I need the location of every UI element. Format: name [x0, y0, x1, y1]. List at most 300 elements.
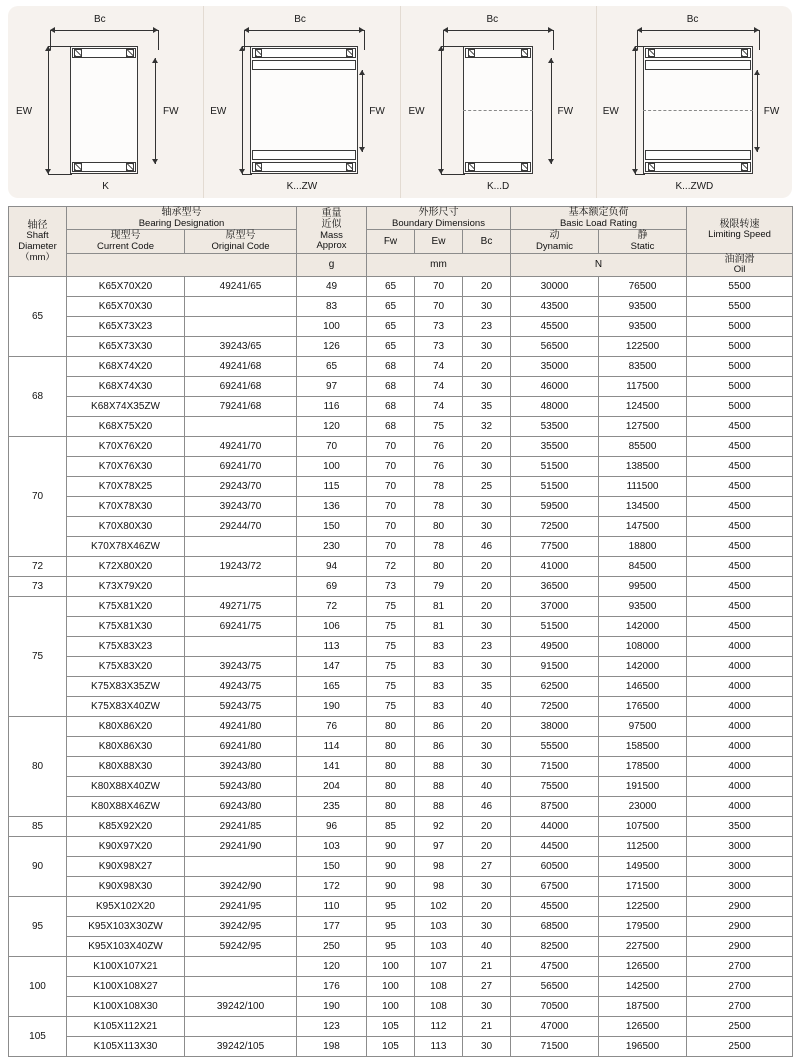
cell-shaft-diameter: 80 [9, 717, 67, 817]
header-shaft-en: Shaft [26, 230, 49, 241]
cell-fw: 90 [367, 837, 415, 857]
cell-limiting-speed: 2900 [687, 937, 793, 957]
cell-mass: 250 [297, 937, 367, 957]
cell-bc: 30 [463, 757, 511, 777]
cell-bc: 30 [463, 517, 511, 537]
cage-hatch-tl [648, 49, 655, 57]
cell-static-load: 124500 [599, 397, 687, 417]
dim-label-bc: Bc [486, 14, 499, 25]
cell-dynamic-load: 49500 [511, 637, 599, 657]
header-shaft-diameter [9, 207, 67, 277]
dim-line-ew [48, 46, 49, 174]
cell-current-code: K80X86X30 [67, 737, 185, 757]
cell-shaft-diameter: 70 [9, 437, 67, 557]
cell-current-code: K75X81X30 [67, 617, 185, 637]
cell-shaft-diameter: 85 [9, 817, 67, 837]
cell-fw: 85 [367, 817, 415, 837]
cell-original-code [185, 977, 297, 997]
cell-static-load: 171500 [599, 877, 687, 897]
cage-hatch-tl [255, 49, 262, 57]
cell-fw: 70 [367, 497, 415, 517]
cell-dynamic-load: 71500 [511, 1037, 599, 1057]
table-row [9, 477, 793, 497]
cell-mass: 147 [297, 657, 367, 677]
cell-current-code: K105X113X30 [67, 1037, 185, 1057]
cell-dynamic-load: 75500 [511, 777, 599, 797]
header-designation-en: Bearing Designation [138, 217, 225, 229]
header-mass-en: Mass [320, 229, 343, 241]
cell-ew: 80 [415, 557, 463, 577]
cell-mass: 204 [297, 777, 367, 797]
table-row [9, 657, 793, 677]
cell-dynamic-load: 55500 [511, 737, 599, 757]
center-line [463, 110, 533, 111]
cell-static-load: 112500 [599, 837, 687, 857]
cell-shaft-diameter: 100 [9, 957, 67, 1017]
dim-label-ew: EW [16, 106, 33, 117]
cell-dynamic-load: 48000 [511, 397, 599, 417]
cell-limiting-speed: 2700 [687, 997, 793, 1017]
dim-arrow-fw-bottom [152, 159, 158, 164]
cell-fw: 70 [367, 457, 415, 477]
header-static [599, 230, 687, 253]
cell-static-load: 187500 [599, 997, 687, 1017]
bearing-spec-table [8, 206, 793, 1057]
cell-limiting-speed: 4000 [687, 737, 793, 757]
cell-original-code: 69241/75 [185, 617, 297, 637]
cell-ew: 92 [415, 817, 463, 837]
cell-current-code: K68X75X20 [67, 417, 185, 437]
cell-original-code: 39243/80 [185, 757, 297, 777]
table-row [9, 597, 793, 617]
cell-ew: 81 [415, 617, 463, 637]
cell-ew: 108 [415, 997, 463, 1017]
cell-static-load: 146500 [599, 677, 687, 697]
cell-mass: 49 [297, 277, 367, 297]
cell-bc: 35 [463, 397, 511, 417]
header-original-en: Original Code [211, 240, 270, 252]
cell-static-load: 127500 [599, 417, 687, 437]
cell-shaft-diameter: 90 [9, 837, 67, 897]
cell-fw: 65 [367, 337, 415, 357]
cell-fw: 90 [367, 857, 415, 877]
cage-hatch-bl [648, 163, 655, 171]
cell-bc: 30 [463, 377, 511, 397]
cell-dynamic-load: 36500 [511, 577, 599, 597]
diagram-caption-kzwd: K...ZWD [675, 181, 714, 192]
cell-mass: 100 [297, 317, 367, 337]
cell-fw: 65 [367, 277, 415, 297]
header-shaft-en2: Diameter [18, 240, 57, 252]
cell-mass: 141 [297, 757, 367, 777]
dim-ext-bc-right [553, 30, 554, 50]
cell-bc: 32 [463, 417, 511, 437]
cell-mass: 97 [297, 377, 367, 397]
header-limiting-speed [687, 207, 793, 254]
dim-label-bc: Bc [294, 14, 306, 25]
header-basic-load-rating [511, 207, 687, 230]
dim-label-ew: EW [210, 106, 227, 117]
cell-fw: 68 [367, 417, 415, 437]
cell-current-code: K70X78X30 [67, 497, 185, 517]
table-row [9, 917, 793, 937]
cell-shaft-diameter: 95 [9, 897, 67, 957]
cell-original-code: 49241/65 [185, 277, 297, 297]
header-static-en: Static [630, 240, 655, 252]
cage-hatch-br [521, 163, 528, 171]
cell-original-code [185, 317, 297, 337]
dim-line-bc [443, 30, 553, 31]
table-row [9, 977, 793, 997]
cell-dynamic-load: 47000 [511, 1017, 599, 1037]
cell-bc: 30 [463, 737, 511, 757]
dim-label-fw: FW [163, 106, 179, 117]
cell-static-load: 126500 [599, 957, 687, 977]
header-ew: Ew [415, 230, 463, 253]
header-designation-blank [67, 253, 297, 276]
cell-original-code: 49241/68 [185, 357, 297, 377]
cell-fw: 75 [367, 597, 415, 617]
cell-original-code [185, 637, 297, 657]
cell-dynamic-load: 37000 [511, 597, 599, 617]
cage-hatch-tr [521, 49, 528, 57]
table-row [9, 277, 793, 297]
cell-dynamic-load: 60500 [511, 857, 599, 877]
cell-dynamic-load: 77500 [511, 537, 599, 557]
cell-ew: 103 [415, 937, 463, 957]
cell-ew: 81 [415, 597, 463, 617]
cell-shaft-diameter: 65 [9, 277, 67, 357]
cell-bc: 30 [463, 457, 511, 477]
cell-original-code: 39242/90 [185, 877, 297, 897]
cell-dynamic-load: 72500 [511, 697, 599, 717]
table-row [9, 577, 793, 597]
cell-mass: 72 [297, 597, 367, 617]
cell-original-code: 59243/75 [185, 697, 297, 717]
cell-current-code: K75X83X40ZW [67, 697, 185, 717]
cell-dynamic-load: 44500 [511, 837, 599, 857]
cell-ew: 78 [415, 537, 463, 557]
cell-current-code: K80X88X40ZW [67, 777, 185, 797]
diagram-cell-kd [400, 6, 596, 198]
cell-current-code: K72X80X20 [67, 557, 185, 577]
dim-ext-bc-right [759, 30, 760, 50]
cell-shaft-diameter: 72 [9, 557, 67, 577]
dim-label-bc: Bc [94, 14, 106, 25]
cage-hatch-tr [346, 49, 353, 57]
cell-ew: 76 [415, 437, 463, 457]
cell-static-load: 117500 [599, 377, 687, 397]
cell-mass: 190 [297, 697, 367, 717]
cell-current-code: K75X81X20 [67, 597, 185, 617]
header-shaft-unit: （mm） [20, 251, 55, 263]
cell-original-code [185, 297, 297, 317]
dim-label-bc: Bc [686, 14, 699, 25]
cell-limiting-speed: 5000 [687, 397, 793, 417]
roller-bottom-1 [252, 150, 356, 160]
cell-original-code: 29241/95 [185, 897, 297, 917]
cell-original-code: 69241/80 [185, 737, 297, 757]
table-row [9, 497, 793, 517]
cage-hatch-br [741, 163, 748, 171]
header-mass-unit: g [297, 253, 367, 276]
cell-fw: 70 [367, 437, 415, 457]
cell-bc: 30 [463, 877, 511, 897]
cell-original-code: 79241/68 [185, 397, 297, 417]
center-line [643, 110, 753, 111]
cell-original-code [185, 537, 297, 557]
roller-top-1 [252, 48, 356, 58]
cell-mass: 106 [297, 617, 367, 637]
cell-fw: 80 [367, 737, 415, 757]
cell-mass: 150 [297, 857, 367, 877]
roller-bottom-1 [645, 150, 751, 160]
cage-hatch-br [346, 163, 353, 171]
cell-static-load: 108000 [599, 637, 687, 657]
cell-limiting-speed: 2900 [687, 897, 793, 917]
dim-ext-ew-bottom [635, 174, 645, 175]
table-row [9, 677, 793, 697]
cell-limiting-speed: 4000 [687, 757, 793, 777]
table-row [9, 437, 793, 457]
dim-ext-bc-right [158, 30, 159, 50]
cell-ew: 73 [415, 317, 463, 337]
cell-mass: 115 [297, 477, 367, 497]
cell-bc: 20 [463, 557, 511, 577]
cell-limiting-speed: 3000 [687, 877, 793, 897]
cell-original-code: 39242/100 [185, 997, 297, 1017]
roller-bottom-2 [645, 162, 751, 172]
cell-limiting-speed: 4000 [687, 637, 793, 657]
cell-original-code: 39242/105 [185, 1037, 297, 1057]
dim-line-bc [244, 30, 364, 31]
cell-current-code: K65X70X30 [67, 297, 185, 317]
cell-fw: 105 [367, 1017, 415, 1037]
header-speed-cn: 极限转速 [719, 218, 760, 230]
cell-original-code: 49241/70 [185, 437, 297, 457]
cell-original-code: 29244/70 [185, 517, 297, 537]
cell-bc: 20 [463, 897, 511, 917]
cell-current-code: K80X88X30 [67, 757, 185, 777]
dim-ext-ew-top [242, 46, 252, 47]
cell-current-code: K80X88X46ZW [67, 797, 185, 817]
cell-bc: 30 [463, 297, 511, 317]
cell-mass: 177 [297, 917, 367, 937]
cell-original-code: 59243/80 [185, 777, 297, 797]
cell-mass: 126 [297, 337, 367, 357]
cell-original-code: 69241/70 [185, 457, 297, 477]
cell-fw: 75 [367, 657, 415, 677]
cell-ew: 88 [415, 757, 463, 777]
cell-fw: 68 [367, 397, 415, 417]
cell-shaft-diameter: 75 [9, 597, 67, 717]
cell-dynamic-load: 91500 [511, 657, 599, 677]
diagram-cell-kzw [203, 6, 399, 198]
cell-bc: 46 [463, 797, 511, 817]
cell-static-load: 126500 [599, 1017, 687, 1037]
header-current-en: Current Code [96, 240, 155, 252]
cell-fw: 75 [367, 637, 415, 657]
dim-arrow-fw-top [359, 70, 365, 75]
header-original-cn: 原型号 [225, 230, 256, 242]
dim-ext-ew-top [441, 46, 465, 47]
roller-bottom-2 [252, 162, 356, 172]
cell-dynamic-load: 67500 [511, 877, 599, 897]
cell-mass: 123 [297, 1017, 367, 1037]
cell-dynamic-load: 53500 [511, 417, 599, 437]
cell-current-code: K75X83X23 [67, 637, 185, 657]
cell-bc: 30 [463, 1037, 511, 1057]
cell-bc: 20 [463, 817, 511, 837]
roller-top-1 [645, 48, 751, 58]
cell-bc: 20 [463, 357, 511, 377]
cell-bc: 20 [463, 277, 511, 297]
dim-arrow-fw-bottom [754, 147, 760, 152]
dim-arrow-fw-top [754, 70, 760, 75]
cell-fw: 65 [367, 317, 415, 337]
cell-fw: 100 [367, 957, 415, 977]
table-row [9, 737, 793, 757]
cell-current-code: K68X74X30 [67, 377, 185, 397]
cell-bc: 20 [463, 577, 511, 597]
header-row-1 [9, 207, 793, 230]
cell-static-load: 107500 [599, 817, 687, 837]
cell-mass: 96 [297, 817, 367, 837]
cell-static-load: 83500 [599, 357, 687, 377]
cell-static-load: 191500 [599, 777, 687, 797]
cell-mass: 172 [297, 877, 367, 897]
cell-original-code: 49243/75 [185, 677, 297, 697]
table-row [9, 357, 793, 377]
diagram-caption-kzw: K...ZW [286, 181, 318, 192]
table-row [9, 1017, 793, 1037]
cell-dynamic-load: 56500 [511, 337, 599, 357]
cell-static-load: 85500 [599, 437, 687, 457]
cell-mass: 120 [297, 957, 367, 977]
header-fw: Fw [367, 230, 415, 253]
cell-current-code: K80X86X20 [67, 717, 185, 737]
cell-dynamic-load: 70500 [511, 997, 599, 1017]
cell-limiting-speed: 4500 [687, 477, 793, 497]
cell-current-code: K100X108X27 [67, 977, 185, 997]
header-row-3-units [9, 253, 793, 276]
cell-mass: 65 [297, 357, 367, 377]
dim-line-fw [362, 70, 363, 152]
table-row [9, 797, 793, 817]
cell-original-code: 49241/80 [185, 717, 297, 737]
cell-fw: 80 [367, 777, 415, 797]
cell-ew: 78 [415, 497, 463, 517]
cell-current-code: K65X70X20 [67, 277, 185, 297]
cell-bc: 35 [463, 677, 511, 697]
table-row [9, 457, 793, 477]
cell-shaft-diameter: 105 [9, 1017, 67, 1057]
table-row [9, 297, 793, 317]
diagram-caption-k: K [102, 181, 109, 192]
header-boundary-dimensions [367, 207, 511, 230]
header-bearing-designation [67, 207, 297, 230]
cell-ew: 74 [415, 377, 463, 397]
cell-dynamic-load: 45500 [511, 897, 599, 917]
cell-static-load: 138500 [599, 457, 687, 477]
cell-mass: 83 [297, 297, 367, 317]
cell-dynamic-load: 45500 [511, 317, 599, 337]
dim-label-fw: FW [369, 106, 385, 117]
cell-dynamic-load: 46000 [511, 377, 599, 397]
dim-label-fw: FW [557, 106, 574, 117]
cell-fw: 72 [367, 557, 415, 577]
cage-hatch-tr [126, 49, 134, 57]
cell-bc: 30 [463, 337, 511, 357]
cell-static-load: 227500 [599, 937, 687, 957]
cell-mass: 165 [297, 677, 367, 697]
table-row [9, 897, 793, 917]
dim-line-ew [635, 46, 636, 174]
cell-limiting-speed: 4500 [687, 457, 793, 477]
cell-static-load: 93500 [599, 597, 687, 617]
cell-current-code: K70X80X30 [67, 517, 185, 537]
cell-current-code: K70X76X30 [67, 457, 185, 477]
cell-ew: 88 [415, 777, 463, 797]
dim-ext-ew-bottom [242, 174, 252, 175]
cell-original-code [185, 1017, 297, 1037]
cell-bc: 20 [463, 597, 511, 617]
dim-label-ew: EW [408, 106, 425, 117]
cell-current-code: K90X98X30 [67, 877, 185, 897]
cell-mass: 176 [297, 977, 367, 997]
cell-original-code [185, 857, 297, 877]
cell-limiting-speed: 4500 [687, 597, 793, 617]
cell-ew: 98 [415, 877, 463, 897]
cell-original-code: 29243/70 [185, 477, 297, 497]
cell-bc: 30 [463, 657, 511, 677]
cell-original-code: 39243/70 [185, 497, 297, 517]
cell-current-code: K70X78X46ZW [67, 537, 185, 557]
cell-limiting-speed: 4000 [687, 657, 793, 677]
cell-static-load: 142000 [599, 617, 687, 637]
cell-dynamic-load: 59500 [511, 497, 599, 517]
dim-line-bc [637, 30, 759, 31]
header-mass-cn2: 近似 [321, 219, 342, 230]
cell-bc: 40 [463, 777, 511, 797]
dim-label-fw: FW [763, 106, 780, 117]
cell-ew: 102 [415, 897, 463, 917]
cell-current-code: K73X79X20 [67, 577, 185, 597]
cell-original-code: 69243/80 [185, 797, 297, 817]
dim-line-ew [242, 46, 243, 174]
table-row [9, 697, 793, 717]
cell-mass: 76 [297, 717, 367, 737]
cell-current-code: K95X102X20 [67, 897, 185, 917]
dim-ext-ew-bottom [48, 174, 72, 175]
cell-static-load: 196500 [599, 1037, 687, 1057]
cell-dynamic-load: 82500 [511, 937, 599, 957]
cage-hatch-br [126, 163, 134, 171]
cell-limiting-speed: 2700 [687, 957, 793, 977]
cell-mass: 190 [297, 997, 367, 1017]
cell-original-code: 19243/72 [185, 557, 297, 577]
cell-dynamic-load: 38000 [511, 717, 599, 737]
cell-original-code: 39242/95 [185, 917, 297, 937]
cell-ew: 73 [415, 337, 463, 357]
cell-dynamic-load: 51500 [511, 617, 599, 637]
cell-fw: 75 [367, 697, 415, 717]
cell-fw: 95 [367, 937, 415, 957]
diagram-cell-kzwd [596, 6, 792, 198]
cell-limiting-speed: 5000 [687, 317, 793, 337]
cell-bc: 23 [463, 317, 511, 337]
cell-mass: 70 [297, 437, 367, 457]
